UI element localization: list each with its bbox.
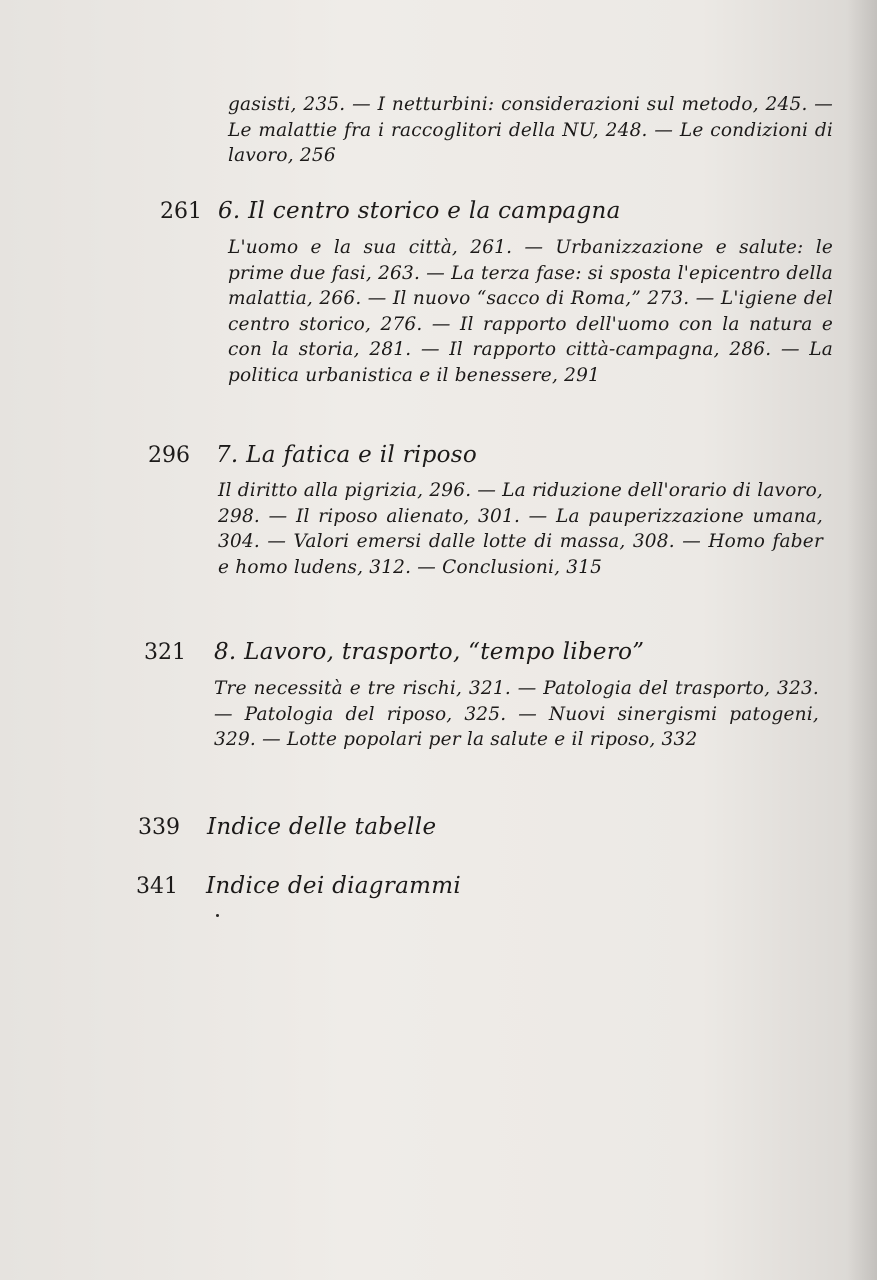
toc-page-number: 341 — [136, 874, 178, 899]
ink-speck — [216, 914, 219, 917]
toc-chapter-summary: Tre necessità e tre rischi, 321. — Patologia del trasporto, 323. — Patologia del riposo, 325. — Nuovi sinergismi patogeni, 329. — Lotte popolari per la salute e il riposo, 332 — [214, 678, 819, 750]
toc-chapter-summary: Il diritto alla pigrizia, 296. — La riduzione dell'orario di lavoro, 298. — Il riposo alienato, 301. — La pauperizzazione umana, 304. — Valori emersi dalle lotte di massa, 308. — Homo faber e homo ludens, 312. — Conclusioni, 315 — [218, 480, 823, 578]
toc-index-title: Indice dei diagrammi — [206, 873, 461, 899]
toc-chapter-title: 8. Lavoro, trasporto, “tempo libero” — [214, 639, 645, 665]
intro-paragraph: gasisti, 235. — I netturbini: considerazioni sul metodo, 245. — Le malattie fra i raccoglitori della NU, 248. — Le condizioni di lavoro, 256 — [228, 94, 833, 166]
spine-shadow — [847, 0, 877, 1280]
toc-index-title: Indice delle tabelle — [207, 814, 437, 840]
toc-page-number: 321 — [144, 640, 186, 665]
toc-page-number: 296 — [148, 443, 190, 468]
toc-page-number: 261 — [160, 199, 202, 224]
toc-chapter-summary: L'uomo e la sua città, 261. — Urbanizzazione e salute: le prime due fasi, 263. — La terza fase: si sposta l'epicentro della malattia, 266. — Il nuovo “sacco di Roma,” 273. — L'igiene del centro storico, 276. — Il rapporto dell'uomo con la natura e con la storia, 281. — Il rapporto città-campagna, 286. — La politica urbanistica e il benessere, 291 — [228, 237, 833, 386]
toc-page-number: 339 — [138, 815, 180, 840]
toc-chapter-title: 6. Il centro storico e la campagna — [218, 198, 621, 224]
toc-chapter-title: 7. La fatica e il riposo — [216, 442, 477, 468]
